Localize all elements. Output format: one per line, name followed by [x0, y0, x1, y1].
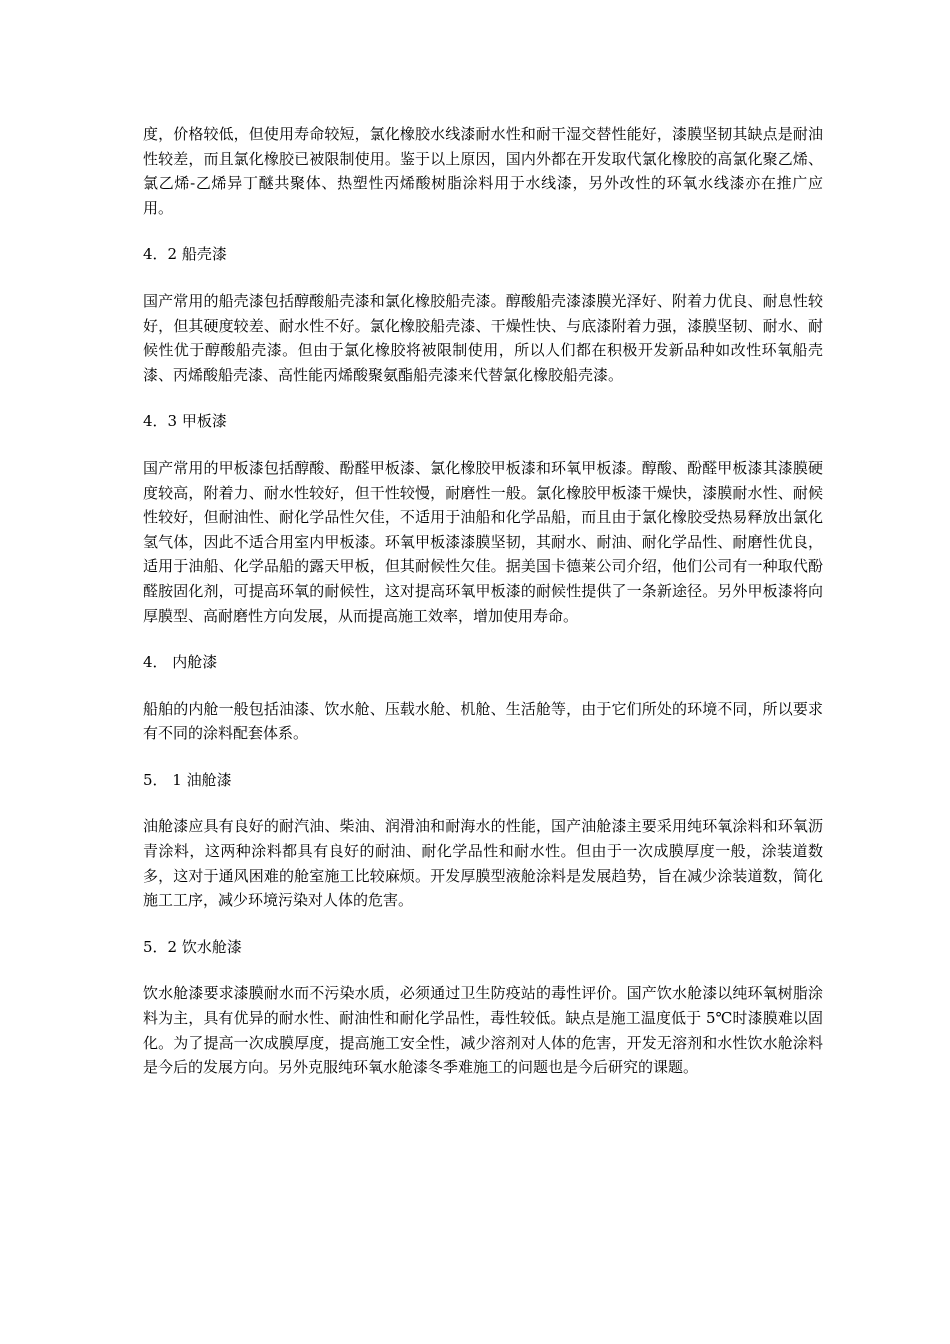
paragraph-oil-tank-paint: 油舱漆应具有良好的耐汽油、柴油、润滑油和耐海水的性能，国产油舱漆主要采用纯环氧涂料和环氧沥青涂料，这两种涂料都具有良好的耐油、耐化学品性和耐水性。但由于一次成膜厚度一般，涂装道数多，这对于通风困难的舱室施工比较麻烦。开发厚膜型液舱涂料是发展趋势，旨在减少涂装道数，简化施工工序，减少环境污染对人体的危害。: [143, 817, 823, 910]
paragraph-deck-paint: 国产常用的甲板漆包括醇酸、酚醛甲板漆、氯化橡胶甲板漆和环氧甲板漆。醇酸、酚醛甲板漆其漆膜硬度较高，附着力、耐水性较好，但干性较慢，耐磨性一般。氯化橡胶甲板漆干燥快，漆膜耐水性、耐候性较好，但耐油性、耐化学品性欠佳，不适用于油船和化学品船，而且由于氯化橡胶受热易释放出氯化氢气体，因此不适合用室内甲板漆。环氧甲板漆漆膜坚韧，其耐水、耐油、耐化学品性、耐磨性优良，适用于油船、化学品船的露天甲板，但其耐候性欠佳。据美国卡德莱公司介绍，他们公司有一种取代酚醛胺固化剂，可提高环氧的耐候性，这对提高环氧甲板漆的耐候性提供了一条新途径。另外甲板漆将向厚膜型、高耐磨性方向发展，从而提高施工效率，增加使用寿命。: [143, 458, 823, 625]
heading-deck-paint: 4．3 甲板漆: [143, 412, 227, 431]
heading-oil-tank-paint: 5． 1 油舱漆: [143, 770, 232, 789]
heading-hull-paint: 4．2 船壳漆: [143, 245, 227, 264]
document-body: [143, 122, 823, 1102]
paragraph-drinking-water-tank-paint: 饮水舱漆要求漆膜耐水而不污染水质，必须通过卫生防疫站的毒性评价。国产饮水舱漆以纯环氧树脂涂料为主，具有优异的耐水性、耐油性和耐化学品性，毒性较低。缺点是施工温度低于 5℃时漆膜难以固化。为了提高一次成膜厚度，提高施工安全性，减少溶剂对人体的危害，开发无溶剂和水性饮水舱涂料是今后的发展方向。另外克服纯环氧水舱漆冬季难施工的问题也是今后研究的课题。: [143, 984, 823, 1077]
paragraph-waterline-paint-end: 度，价格较低，但使用寿命较短，氯化橡胶水线漆耐水性和耐干湿交替性能好，漆膜坚韧其缺点是耐油性较差，而且氯化橡胶已被限制使用。鉴于以上原因，国内外都在开发取代氯化橡胶的高氯化聚乙烯、氯乙烯-乙烯异丁醚共聚体、热塑性丙烯酸树脂涂料用于水线漆，另外改性的环氧水线漆亦在推广应用。: [143, 125, 823, 217]
paragraph-hull-paint: 国产常用的船壳漆包括醇酸船壳漆和氯化橡胶船壳漆。醇酸船壳漆漆膜光泽好、附着力优良、耐息性较好，但其硬度较差、耐水性不好。氯化橡胶船壳漆、干燥性快、与底漆附着力强，漆膜坚韧、耐水、耐候性优于醇酸船壳漆。但由于氯化橡胶将被限制使用，所以人们都在积极开发新品种如改性环氧船壳漆、丙烯酸船壳漆、高性能丙烯酸聚氨酯船壳漆来代替氯化橡胶船壳漆。: [143, 291, 823, 384]
heading-interior-tank-paint: 4． 内舱漆: [143, 653, 218, 672]
heading-drinking-water-tank-paint: 5．2 饮水舱漆: [143, 937, 242, 956]
paragraph-interior-tank-paint: 船舶的内舱一般包括油漆、饮水舱、压载水舱、机舱、生活舱等，由于它们所处的环境不同，所以要求有不同的涂料配套体系。: [143, 699, 823, 743]
